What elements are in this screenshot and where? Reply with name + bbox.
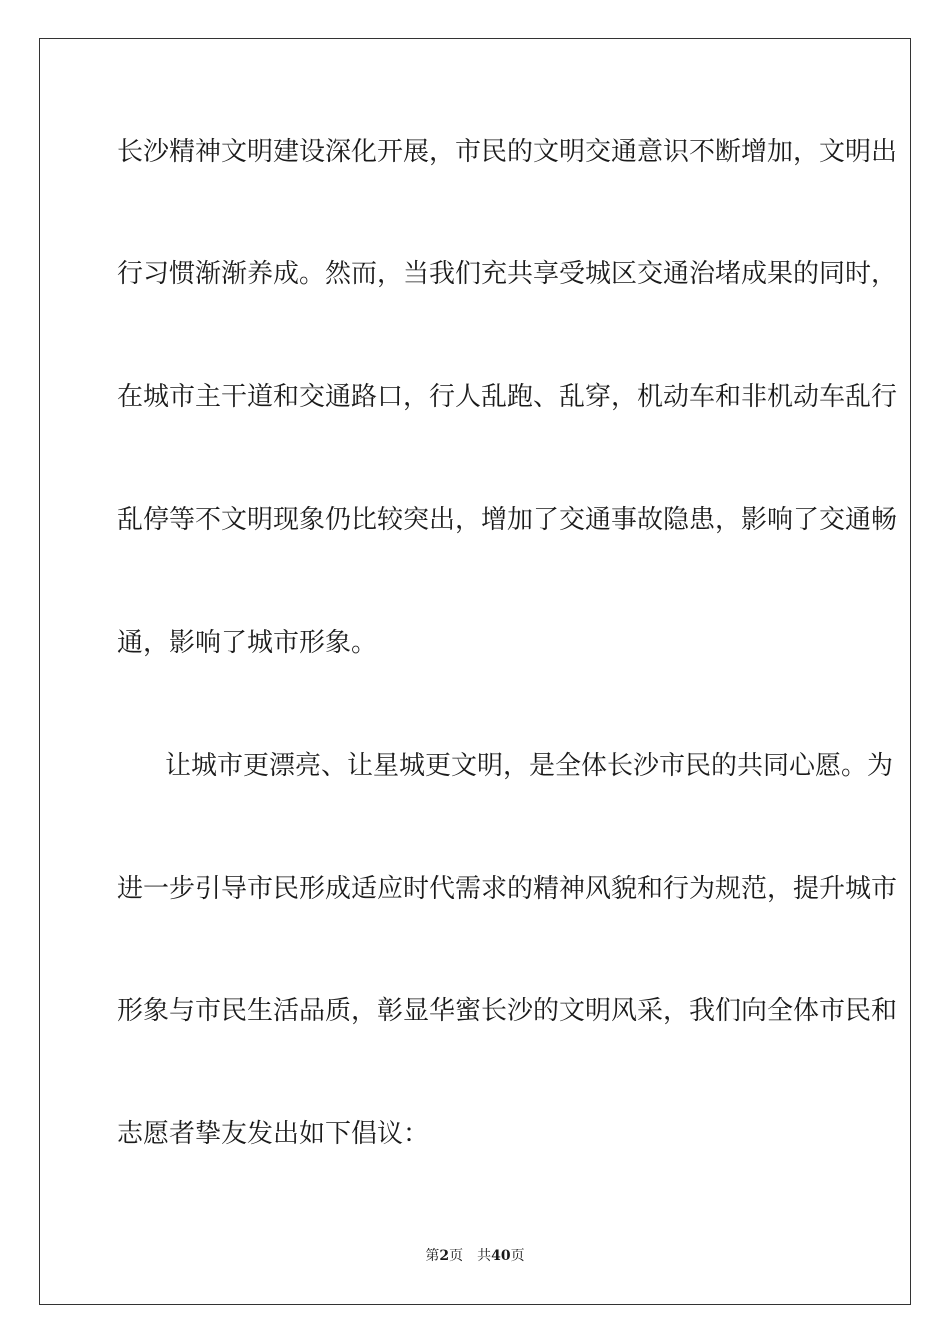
paragraph-1-line-2: 行习惯渐渐养成。然而，当我们充共享受城区交通治堵成果的同时， [117, 259, 898, 289]
page-suffix: 页 [449, 1248, 464, 1264]
total-pages: 40 [491, 1248, 511, 1264]
total-prefix: 共 [477, 1248, 492, 1264]
paragraph-1-line-1: 长沙精神文明建设深化开展，市民的文明交通意识不断增加，文明出 [117, 137, 898, 167]
total-suffix: 页 [510, 1248, 525, 1264]
page-footer [0, 1246, 950, 1266]
page-prefix: 第 [425, 1248, 440, 1264]
paragraph-1-line-4: 乱停等不文明现象仍比较突出，增加了交通事故隐患，影响了交通畅 [117, 505, 898, 535]
paragraph-1-line-3: 在城市主干道和交通路口，行人乱跑、乱穿，机动车和非机动车乱行 [117, 382, 898, 412]
paragraph-2-line-3: 形象与市民生活品质，彰显华蜜长沙的文明风采，我们向全体市民和 [117, 996, 898, 1026]
paragraph-2-line-1: 让城市更漂亮、让星城更文明，是全体长沙市民的共同心愿。为 [165, 751, 894, 781]
paragraph-1-line-5: 通，影响了城市形象。 [117, 628, 378, 658]
paragraph-2-line-4: 志愿者挚友发出如下倡议： [117, 1119, 430, 1149]
paragraph-2-line-2: 进一步引导市民形成适应时代需求的精神风貌和行为规范，提升城市 [117, 874, 898, 904]
page-number: 2 [439, 1248, 450, 1264]
